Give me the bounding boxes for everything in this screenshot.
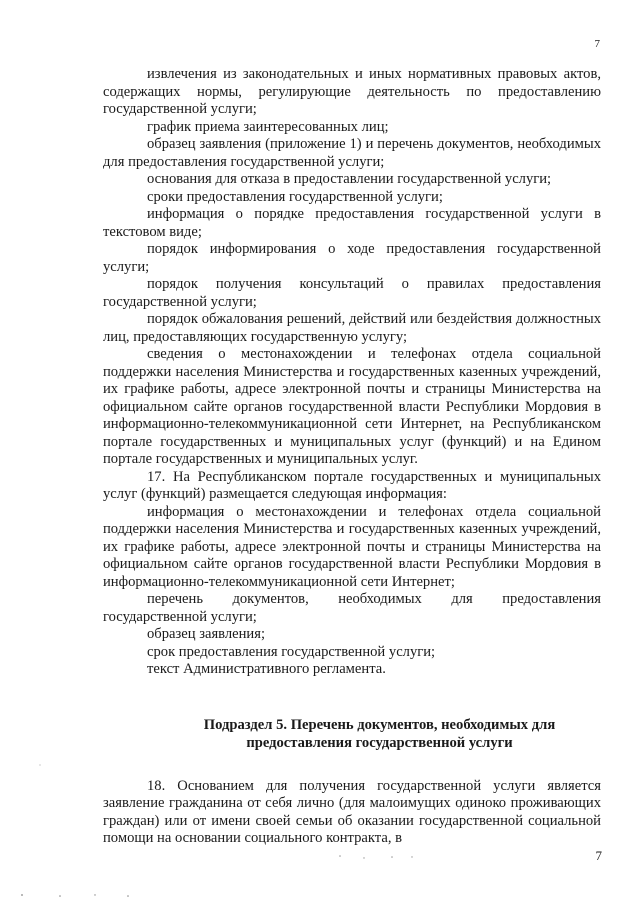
paragraph: 17. На Республиканском портале государственных и муниципальных услуг (функций) размещается следующая информация:: [103, 468, 601, 502]
paragraph: порядок информирования о ходе предоставления государственной услуги;: [103, 241, 601, 275]
paragraph: информация о порядке предоставления государственной услуги в текстовом виде;: [103, 206, 601, 240]
page-number-top: 7: [594, 38, 600, 50]
paragraph: порядок получения консультаций о правилах предоставления государственной услуги;: [103, 276, 601, 310]
paragraph: информация о местонахождении и телефонах отдела социальной поддержки населения Министерства и государственных казенных учреждений, их графике работы, адресе электронной почты и страницы Министерства на официальном сайте органов государственной власти Республики Мордовия в информационно-телекоммуникационной сети Интернет;: [103, 503, 601, 590]
paragraph: сведения о местонахождении и телефонах отдела социальной поддержки населения Министерства и государственных казенных учреждений, их графике работы, адресе электронной почты и страницы Министерства на официальном сайте органов государственной власти Республики Мордовия в информационно-телекоммуникационной сети Интернет, на Республиканском портале государственных и муниципальных услуг (функций) и на Едином портале государственных и муниципальных услуг.: [103, 346, 601, 467]
paragraph: образец заявления;: [147, 626, 265, 642]
paragraph: график приема заинтересованных лиц;: [147, 118, 389, 135]
paragraph: порядок обжалования решений, действий или бездействия должностных лиц, предоставляющих государственную услугу;: [103, 311, 601, 345]
paragraph: перечень документов, необходимых для предоставления государственной услуги;: [103, 591, 601, 625]
section-heading-line-1: Подраздел 5. Перечень документов, необходимых для: [203, 716, 556, 733]
section-heading-line-2: предоставления государственной услуги: [246, 734, 513, 751]
paragraph: срок предоставления государственной услуги;: [147, 643, 436, 660]
paragraph: сроки предоставления государственной услуги;: [147, 188, 443, 205]
document-body: [103, 66, 601, 848]
paragraph: извлечения из законодательных и иных нормативных правовых актов, содержащих нормы, регулирующие деятельность по предоставлению государственной услуги;: [103, 66, 601, 117]
paragraph: образец заявления (приложение 1) и перечень документов, необходимых для предоставления государственной услуги;: [103, 136, 601, 170]
page-number-bottom: 7: [595, 848, 602, 863]
paragraph: основания для отказа в предоставлении государственной услуги;: [147, 171, 552, 187]
paragraph: текст Административного регламента.: [147, 661, 386, 677]
paragraph: 18. Основанием для получения государственной услуги является заявление гражданина от себя лично (для малоимущих одиноко проживающих граждан) или от имени своей семьи об оказании государственной социальной помощи на основании социального контракта, в: [103, 777, 601, 846]
section-heading: [103, 716, 601, 752]
